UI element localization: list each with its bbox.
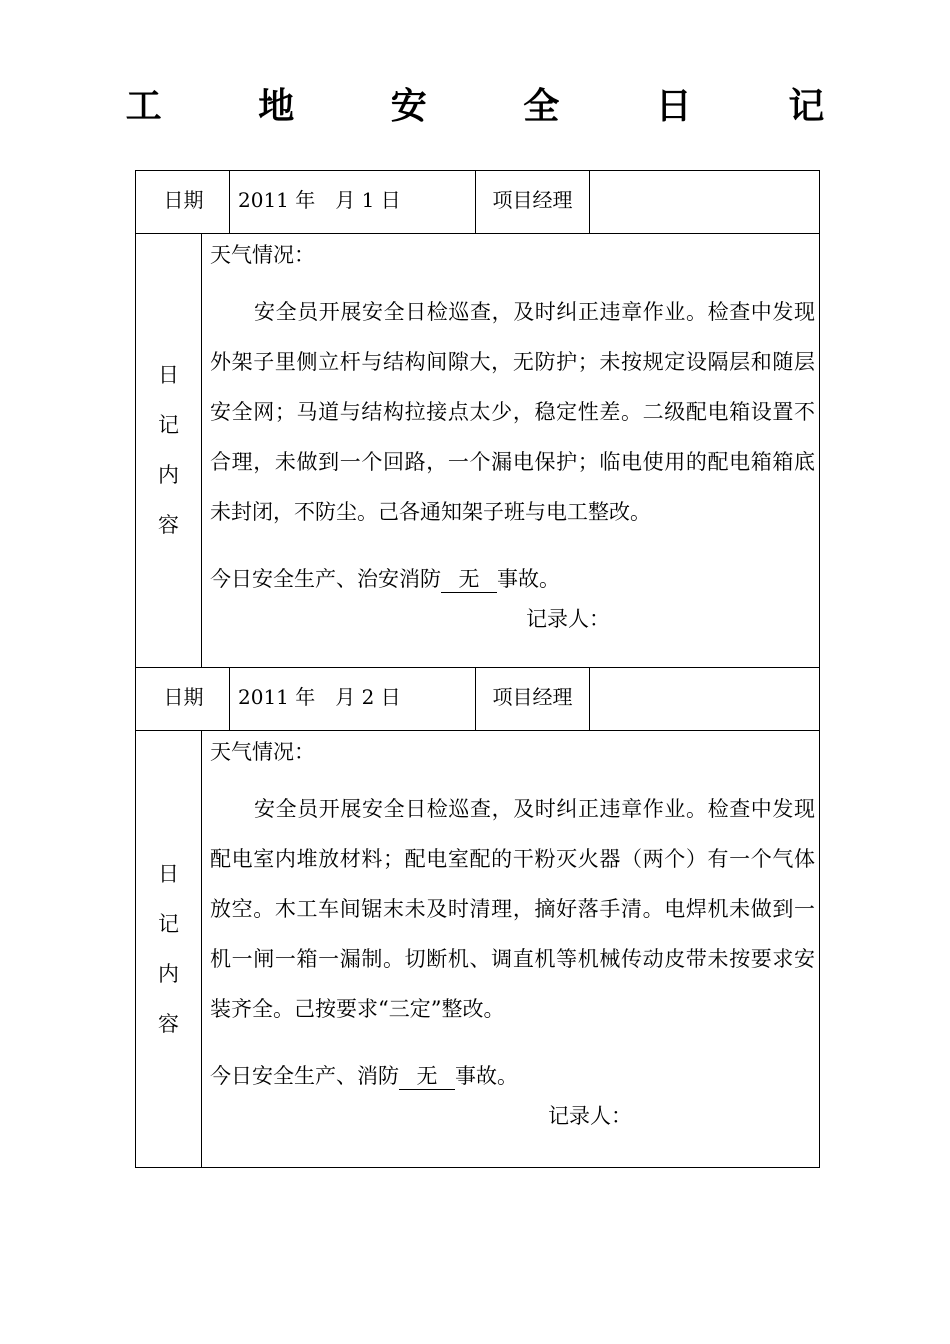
project-manager-value — [590, 668, 819, 730]
side-char: 容 — [158, 513, 179, 537]
project-manager-label: 项目经理 — [476, 171, 590, 233]
weather-label: 天气情况： — [210, 740, 315, 764]
side-char: 日 — [158, 861, 179, 886]
project-manager-value — [590, 171, 819, 233]
date-label: 日期 — [136, 668, 230, 730]
summary-text-end: 事故。 — [497, 567, 560, 591]
entry-header-row — [136, 668, 819, 731]
summary-text: 今日安全生产、消防 — [210, 1064, 399, 1088]
diary-content-side-label — [136, 233, 202, 667]
side-char: 日 — [158, 363, 179, 387]
side-char: 容 — [158, 1011, 179, 1036]
side-char: 记 — [158, 911, 179, 936]
summary-text: 今日安全生产、治安消防 — [210, 567, 441, 591]
side-char: 记 — [158, 413, 179, 437]
diary-entry-2 — [135, 668, 820, 1168]
inspection-text: 安全员开展安全日检巡查，及时纠正违章作业。检查中发现外架子里侧立杆与结构间隙大，无防护；未按规定设隔层和随层安全网；马道与结构拉接点太少，稳定性差。二级配电箱设置不合理，未做到一个回路，一个漏电保护；临电使用的配电箱箱底未封闭，不防尘。己各通知架子班与电工整改。 — [210, 300, 815, 524]
project-manager-label: 项目经理 — [476, 668, 590, 730]
side-char: 内 — [158, 463, 179, 487]
date-value: 2011 年 月 2 日 — [230, 668, 476, 730]
page-title: 工 地 安 全 日 记 — [125, 86, 867, 127]
recorder-label: 记录人： — [548, 1104, 632, 1128]
accident-blank: 无 — [399, 1063, 455, 1090]
recorder-label: 记录人： — [526, 607, 610, 631]
accident-summary — [210, 1061, 518, 1091]
entry-content — [210, 730, 815, 1167]
inspection-text: 安全员开展安全日检巡查，及时纠正违章作业。检查中发现配电室内堆放材料；配电室配的干粉灭火器（两个）有一个气体放空。木工车间锯末未及时清理，摘好落手清。电焊机未做到一机一闸一箱一漏制。切断机、调直机等机械传动皮带未按要求安装齐全。己按要求“三定”整改。 — [210, 797, 815, 1021]
date-value: 2011 年 月 1 日 — [230, 171, 476, 233]
diary-entry-1 — [135, 170, 820, 668]
entry-header-row — [136, 171, 819, 234]
accident-summary — [210, 564, 560, 594]
entry-body — [136, 233, 819, 667]
diary-content-side-label — [136, 730, 202, 1167]
summary-text-end: 事故。 — [455, 1064, 518, 1088]
accident-blank: 无 — [441, 566, 497, 593]
side-char: 内 — [158, 961, 179, 986]
entry-content — [210, 233, 815, 667]
entry-body — [136, 730, 819, 1167]
date-label: 日期 — [136, 171, 230, 233]
weather-label: 天气情况： — [210, 243, 315, 267]
